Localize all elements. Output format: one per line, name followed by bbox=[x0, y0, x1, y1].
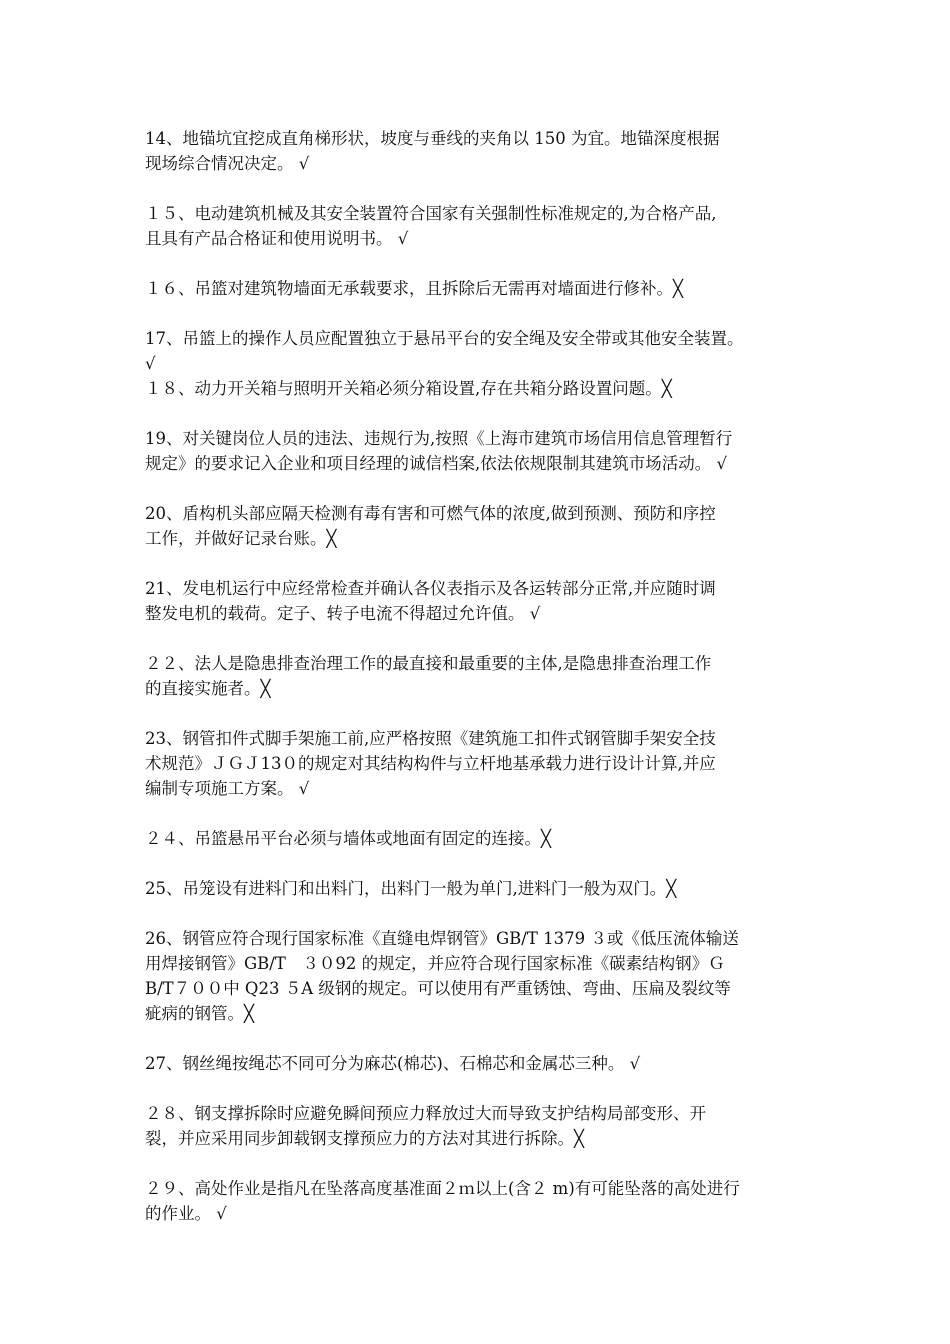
question-18 bbox=[145, 376, 810, 401]
question-line: 规定》的要求记入企业和项目经理的诚信档案,依法依规限制其建筑市场活动。 √ bbox=[145, 454, 728, 473]
question-line: 编制专项施工方案。 √ bbox=[145, 779, 310, 798]
question-21 bbox=[145, 576, 810, 626]
question-line: √ bbox=[145, 354, 156, 373]
question-line: １６、吊篮对建筑物墙面无承载要求，且拆除后无需再对墙面进行修补。╳ bbox=[145, 279, 683, 298]
question-22 bbox=[145, 651, 810, 701]
question-23 bbox=[145, 726, 810, 801]
question-line: ２２、法人是隐患排查治理工作的最直接和最重要的主体,是隐患排查治理工作 bbox=[145, 654, 712, 673]
question-line: 疵病的钢管。╳ bbox=[145, 1004, 254, 1023]
question-line: B/T７００中 Q23 ５A 级钢的规定。可以使用有严重锈蚀、弯曲、压扁及裂纹等 bbox=[145, 979, 731, 998]
question-line: ２８、钢支撑拆除时应避免瞬间预应力释放过大而导致支护结构局部变形、开 bbox=[145, 1104, 706, 1123]
question-16 bbox=[145, 276, 810, 301]
question-line: 用焊接钢管》GB/T ３０92 的规定，并应符合现行国家标准《碳素结构钢》Ｇ bbox=[145, 954, 725, 973]
question-line: ２４、吊篮悬吊平台必须与墙体或地面有固定的连接。╳ bbox=[145, 829, 551, 848]
question-line: 现场综合情况决定。 √ bbox=[145, 154, 310, 173]
question-25 bbox=[145, 876, 810, 901]
question-26 bbox=[145, 926, 810, 1026]
question-line: 25、吊笼设有进料门和出料门，出料门一般为单门,进料门一般为双门。╳ bbox=[145, 879, 677, 898]
question-line: 工作，并做好记录台账。╳ bbox=[145, 529, 337, 548]
question-line: ２９、高处作业是指凡在坠落高度基准面２ｍ以上(含２ m)有可能坠落的高处进行 bbox=[145, 1179, 740, 1198]
question-line: 整发电机的载荷。定子、转子电流不得超过允许值。 √ bbox=[145, 604, 541, 623]
question-line: １８、动力开关箱与照明开关箱必须分箱设置,存在共箱分路设置问题。╳ bbox=[145, 379, 672, 398]
question-17 bbox=[145, 326, 810, 376]
question-line: 裂，并应采用同步卸载钢支撑预应力的方法对其进行拆除。╳ bbox=[145, 1129, 584, 1148]
question-line: 27、钢丝绳按绳芯不同可分为麻芯(棉芯)、石棉芯和金属芯三种。 √ bbox=[145, 1054, 641, 1073]
question-19 bbox=[145, 426, 810, 476]
question-line: 19、对关键岗位人员的违法、违规行为,按照《上海市建筑市场信用信息管理暂行 bbox=[145, 429, 733, 448]
question-line: 14、地锚坑宜挖成直角梯形状，坡度与垂线的夹角以 150 为宜。地锚深度根据 bbox=[145, 129, 720, 148]
question-line: 术规范》ＪＧＪ13０的规定对其结构构件与立杆地基承载力进行设计计算,并应 bbox=[145, 754, 716, 773]
question-line: １５、电动建筑机械及其安全装置符合国家有关强制性标准规定的,为合格产品, bbox=[145, 204, 717, 223]
question-24 bbox=[145, 826, 810, 851]
question-line: 且具有产品合格证和使用说明书。 √ bbox=[145, 229, 409, 248]
question-line: 的作业。 √ bbox=[145, 1204, 227, 1223]
question-15 bbox=[145, 201, 810, 251]
question-line: 23、钢管扣件式脚手架施工前,应严格按照《建筑施工扣件式钢管脚手架安全技 bbox=[145, 729, 716, 748]
question-27 bbox=[145, 1051, 810, 1076]
question-line: 的直接实施者。╳ bbox=[145, 679, 271, 698]
question-28 bbox=[145, 1101, 810, 1151]
question-line: 17、吊篮上的操作人员应配置独立于悬吊平台的安全绳及安全带或其他安全装置。 bbox=[145, 329, 744, 348]
question-line: 20、盾构机头部应隔天检测有毒有害和可燃气体的浓度,做到预测、预防和序控 bbox=[145, 504, 716, 523]
question-29 bbox=[145, 1176, 810, 1226]
question-14 bbox=[145, 126, 810, 176]
question-line: 26、钢管应符合现行国家标准《直缝电焊钢管》GB/T 1379 ３或《低压流体输送 bbox=[145, 929, 739, 948]
question-list bbox=[145, 126, 810, 1226]
question-20 bbox=[145, 501, 810, 551]
question-line: 21、发电机运行中应经常检查并确认各仪表指示及各运转部分正常,并应随时调 bbox=[145, 579, 716, 598]
